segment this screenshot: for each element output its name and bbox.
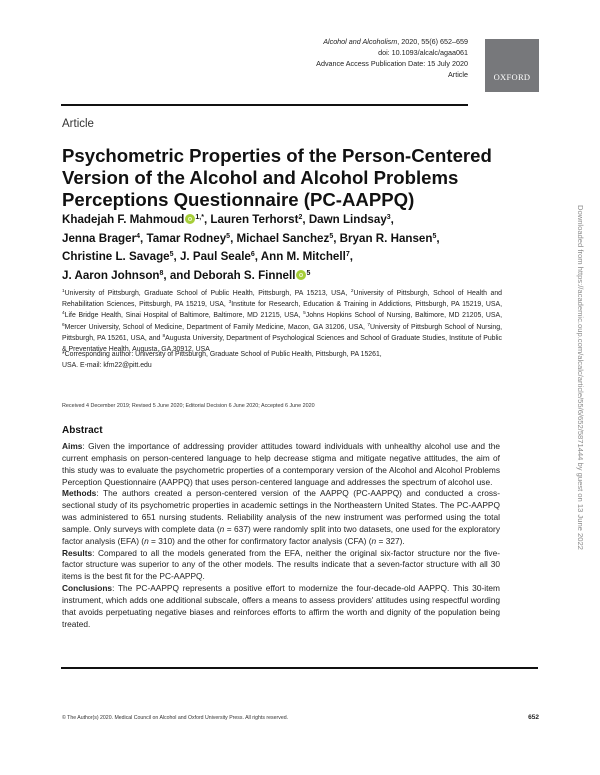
abstract-label: Methods	[62, 488, 97, 499]
author-affiliation-marker: 3	[386, 214, 391, 221]
abstract-text: Compared to all the models generated from the EFA, neither the original six-factor structure nor the five-factor structure was superior to any of the other models. The results indicate that a seven-factor structure with all 30 items is the best fit for the PC-AAPPQ.	[62, 547, 500, 582]
affiliation-text: University of Pittsburgh, Graduate School of Public Health, Pittsburgh, PA 15213, USA,	[64, 290, 351, 297]
affiliation-marker: 3	[228, 300, 232, 306]
orcid-icon[interactable]	[185, 214, 195, 224]
author-affiliation-marker: 5	[169, 251, 174, 258]
author-name[interactable]: Christine L. Savage	[62, 250, 170, 263]
abstract-label: Results	[62, 547, 93, 558]
affiliation-marker: 4	[62, 311, 65, 317]
affiliation-text: Augusta University, Department of Psychological Sciences and School of Graduate Studies, Institute of Public & Preventative Health, Augusta, GA 30912, USA	[62, 334, 502, 354]
author-name[interactable]: Michael Sanchez	[236, 231, 330, 245]
affiliation-text: Mercer University, School of Medicine, Department of Family Medicine, Macon, GA 31206, USA,	[64, 323, 368, 331]
author-affiliation-marker: 5	[329, 232, 334, 240]
affiliation-text: Johns Hopkins School of Nursing, Baltimore, MD 21205, USA,	[305, 312, 502, 320]
author-name[interactable]: Ann M. Mitchell	[260, 250, 346, 263]
affiliations	[62, 288, 502, 355]
abstract-methods: Methods: The authors created a person-centered version of the AAPPQ (PC-AAPPQ) and conducted a cross-sectional study of its psychometric properties in academic settings in the Northeastern United States. The PC-AAPPQ was administered to 651 nursing students. Reliability analysis of the new instrument was performed using the total sample. Only surveys with complete data (n = 637) were randomly split into two datasets, one used for the exploratory factor analysis (EFA) (n = 310) and the other for confirmatory factor analysis (CFA) (n = 327).	[62, 488, 500, 546]
affiliation-marker: 7	[367, 322, 371, 328]
copyright-notice: © The Author(s) 2020. Medical Council on Alcohol and Oxford University Press. All rights reserved.	[62, 715, 289, 721]
oxford-logo	[485, 39, 539, 92]
paper-title: Psychometric Properties of the Person-Centered Version of the Alcohol and Alcohol Problems Perceptions Questionnaire (PC-AAPPQ)	[62, 145, 492, 210]
abstract-label: Conclusions	[62, 583, 113, 594]
author-affiliation-marker: 8	[159, 269, 164, 277]
header-rule	[61, 104, 468, 106]
author-affiliation-marker: 5	[432, 232, 437, 240]
affiliation-text: Life Bridge Health, Sinai Hospital of Baltimore, Baltimore, MD 21215, USA,	[64, 312, 304, 320]
publication-history: Received 4 December 2019; Revised 5 June 2020; Editorial Decision 6 June 2020; Accepted 6 June 2020	[62, 403, 315, 409]
author-name[interactable]: J. Paul Seale	[179, 250, 251, 263]
affiliation-text: University of Pittsburgh School of Nursing, Pittsburgh, PA 15261, USA, and	[62, 323, 502, 342]
abstract-body	[62, 441, 500, 631]
oxford-logo-text: OXFORD	[493, 72, 531, 82]
author-name[interactable]: Deborah S. Finnell	[193, 268, 296, 282]
journal-meta	[316, 36, 468, 80]
author-name[interactable]: Bryan R. Hansen	[339, 231, 433, 245]
author-separator: ,	[140, 231, 147, 245]
author-affiliation-marker: 4	[136, 232, 141, 240]
corresponding-line-2[interactable]: USA. E-mail: kfm22@pitt.edu	[62, 362, 152, 369]
author-name[interactable]: Jenna Brager	[62, 231, 137, 245]
abstract-text: The authors created a person-centered version of the AAPPQ (PC-AAPPQ) and conducted a cross-sectional study of its psychometric properties in academic settings in the Northeastern United States. The PC-AAPPQ was administered to 651 nursing students. Reliability analysis of the new instrument was performed using the total sample. Only surveys with complete data (n = 637) were randomly split into two datasets, one used for the exploratory factor analysis (EFA) (n = 310) and the other for confirmatory factor analysis (CFA) (n = 327).	[62, 488, 500, 546]
abstract-text: The PC-AAPPQ represents a positive effort to modernize the four-decade-old AAPPQ. This 30-item instrument, which adds one additional subscale, offers a means to assess providers' attitudes using respectful wording that avoids perpetuating negative biases and reinforces efforts to affirm the worth and dignity of the population being treated.	[62, 583, 500, 629]
author-separator: ,	[436, 231, 440, 245]
corresponding-author	[62, 349, 502, 371]
author-name[interactable]: J. Aaron Johnson	[62, 268, 160, 282]
author-separator: ,	[390, 213, 394, 226]
affiliation-marker: 6	[62, 322, 65, 328]
affiliation-marker: 1	[62, 289, 65, 294]
author-separator: ,	[254, 250, 261, 263]
orcid-icon[interactable]	[296, 270, 306, 280]
abstract-heading: Abstract	[62, 425, 103, 436]
footer-rule	[61, 667, 538, 669]
author-separator: , and	[163, 268, 194, 282]
author-separator: ,	[173, 250, 180, 263]
author-name[interactable]: Tamar Rodney	[146, 231, 227, 245]
page-number: 652	[528, 714, 539, 721]
author-affiliation-marker: 1,*	[195, 214, 204, 221]
author-list	[62, 211, 502, 285]
article-type: Article	[62, 118, 94, 130]
author-separator: ,	[349, 250, 353, 263]
author-affiliation-marker: 7	[345, 251, 350, 258]
author-affiliation-marker: 6	[250, 251, 255, 258]
affiliation-marker: 5	[303, 311, 306, 317]
advance-access-date: Advance Access Publication Date: 15 July 2020	[316, 59, 468, 68]
author-name[interactable]: Lauren Terhorst	[210, 213, 299, 226]
author-separator: ,	[230, 231, 237, 245]
author-affiliation-marker: 5	[226, 232, 231, 240]
journal-citation	[316, 36, 468, 47]
abstract-results: Results: Compared to all the models generated from the EFA, neither the original six-factor structure nor the five-factor structure was superior to any of the other models. The results indicate that a seven-factor structure with all 30 items is the best fit for the PC-AAPPQ.	[62, 547, 500, 582]
journal-volume: , 2020, 55(6) 652–659	[397, 37, 468, 46]
author-separator: ,	[203, 213, 211, 226]
author-affiliation-marker: 5	[306, 269, 311, 277]
author-name[interactable]: Dawn Lindsay	[308, 213, 387, 226]
affiliation-marker: 2	[350, 289, 354, 294]
abstract-conclusions: Conclusions: The PC-AAPPQ represents a positive effort to modernize the four-decade-old AAPPQ. This 30-item instrument, which adds one additional subscale, offers a means to assess providers' attitudes using respectful wording that avoids perpetuating negative biases and reinforces efforts to affirm the worth and dignity of the population being treated.	[62, 583, 500, 629]
author-affiliation-marker: 2	[298, 214, 303, 221]
author-separator: ,	[302, 213, 309, 226]
journal-name: Alcohol and Alcoholism	[323, 37, 398, 46]
abstract-label: Aims	[62, 441, 83, 451]
corresponding-line-1: *Corresponding author: University of Pittsburgh, Graduate School of Public Health, Pittsburgh, PA 15261,	[62, 351, 382, 358]
affiliation-text: University of Pittsburgh, School of Health and Rehabilitation Sciences, Pittsburgh, PA 15219, USA,	[62, 290, 502, 309]
affiliation-marker: 8	[162, 333, 166, 339]
doi[interactable]: doi: 10.1093/alcalc/agaa061	[378, 48, 468, 57]
affiliation-text: Institute for Research, Education & Training in Addictions, Pittsburgh, PA 15219, USA,	[231, 301, 502, 309]
download-watermark: Downloaded from https://academic.oup.com/alcalc/article/55/6/652/5871444 by guest on 13 June 2022	[576, 205, 585, 550]
article-type-small: Article	[448, 70, 468, 79]
author-name[interactable]: Khadejah F. Mahmoud	[62, 213, 185, 226]
abstract-text: Given the importance of addressing provider attitudes toward individuals with unhealthy alcohol use and the current emphasis on person-centered language to help decrease stigma and mitigate negative attitudes, the aim of this study was to evaluate the psychometric properties of a contemporary version of the Alcohol and Alcohol Problems Perception Questionnaire (AAPPQ) that uses person-centered language and addresses the spectrum of alcohol use.	[62, 441, 500, 487]
abstract-aims: Aims: Given the importance of addressing provider attitudes toward individuals with unhealthy alcohol use and the current emphasis on person-centered language to help decrease stigma and mitigate negative attitudes, the aim of this study was to evaluate the psychometric properties of a contemporary version of the Alcohol and Alcohol Problems Perception Questionnaire (AAPPQ) that uses person-centered language and addresses the spectrum of alcohol use.	[62, 441, 500, 487]
author-separator: ,	[333, 231, 340, 245]
